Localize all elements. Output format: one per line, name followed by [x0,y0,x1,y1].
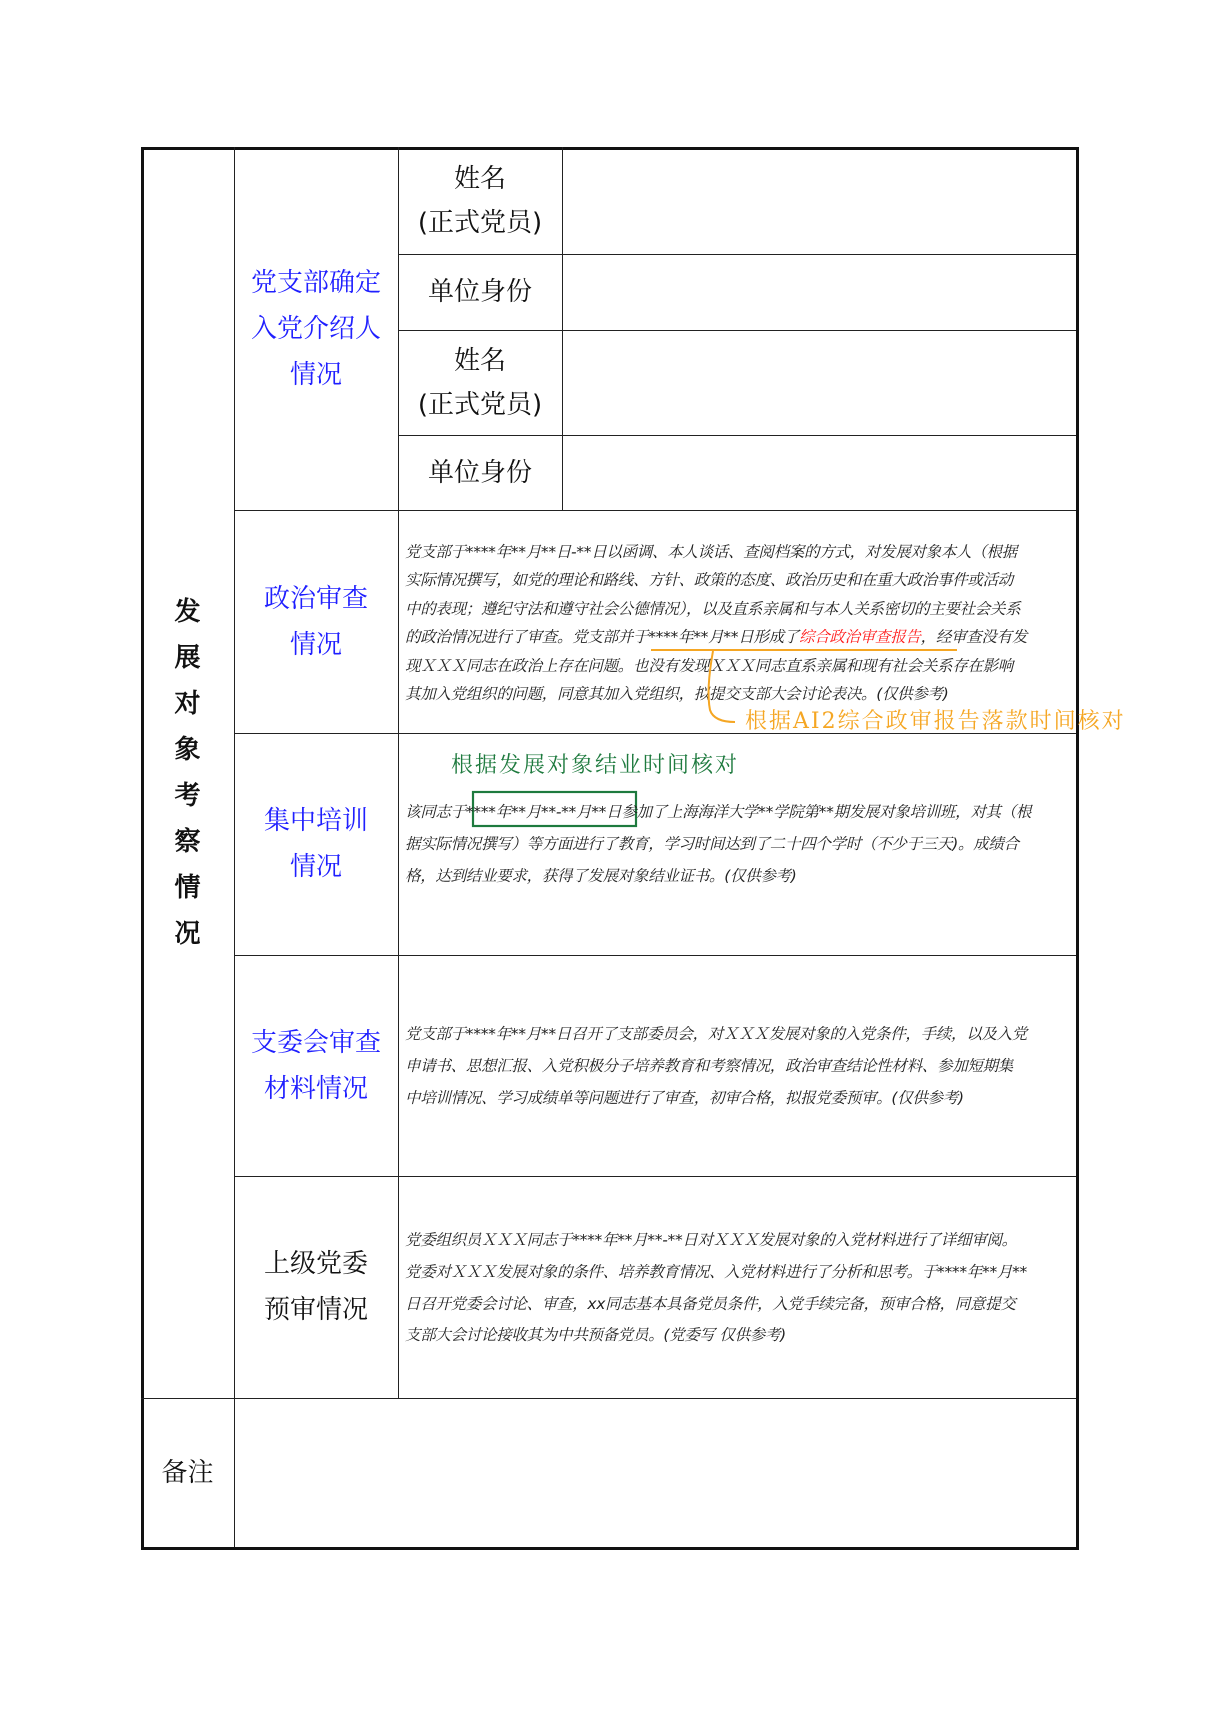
heading-char: 情 [174,872,201,903]
label-line: 情况 [289,852,342,882]
text-line: 申请书、思想汇报、入党积极分子培养教育和考察情况，政治审查结论性材料、参加短期集 [405,1057,1014,1075]
text-line: 格，达到结业要求，获得了发展对象结业证书。(仅供参考) [405,867,797,885]
text-segment: 参加了上海海洋大学**学院第**期发展对象培训班，对其（根 [621,803,1032,821]
heading-char: 象 [174,734,201,765]
label-line: 姓名 [453,163,506,194]
text-line: 日召开党委会讨论、审查，xx同志基本具备党员条件，入党手续完备，预审合格，同意提交 [405,1295,1016,1313]
unit-label-1: 单位身份 [427,277,532,307]
orange-handwritten-note: 根据AI2综合政审报告落款时间核对 [745,709,1126,734]
heading-char: 考 [174,780,201,811]
text-line: 中培训情况、学习成绩单等问题进行了审查，初审合格，拟报党委预审。(仅供参考) [405,1089,964,1107]
text-line: 实际情况撰写，如党的理论和路线、方针、政策的态度、政治历史和在重大政治事件或活动 [405,571,1014,589]
label-line: 支委会审查 [250,1027,381,1058]
text-line: 据实际情况撰写）等方面进行了教育，学习时间达到了二十四个学时（不少于三天)。成绩合 [405,835,1019,853]
text-line: 党支部于****年**月**日召开了支部委员会，对ＸＸＸ发展对象的入党条件，手续，以及入党 [405,1025,1028,1043]
label-line: (正式党员) [417,207,543,238]
highlighted-report-name: 综合政治审查报告 [799,628,921,646]
label-line: 政治审查 [263,583,368,614]
remarks-label: 备注 [161,1457,214,1488]
text-line: 现ＸＸＸ同志在政治上存在问题。也没有发现ＸＸＸ同志直系亲属和现有社会关系存在影响 [405,657,1014,675]
text-line: 中的表现；遵纪守法和遵守社会公德情况），以及直系亲属和与本人关系密切的主要社会关系 [405,600,1021,618]
pointer-curve [709,651,735,722]
heading-char: 察 [174,826,201,857]
training-label [234,733,398,955]
text-line: 党支部于****年**月**日-**日以函调、本人谈话、查阅档案的方式，对发展对象本人（根据 [405,543,1017,561]
label-line: 预审情况 [263,1295,368,1325]
label-line: 情况 [289,359,342,390]
boxed-date-range: ****年**月**-**月**日 [465,803,622,821]
text-line: 党委组织员ＸＸＸ同志于****年**月**-**日对ＸＸＸ发展对象的入党材料进行了详细审阅。 [405,1231,1017,1249]
label-line: (正式党员) [417,389,543,420]
heading-char: 对 [174,688,201,719]
label-line: 情况 [289,629,342,660]
label-line: 姓名 [453,345,506,376]
text-line: 支部大会讨论接收其为中共预备党员。(党委写 仅供参考) [405,1326,786,1344]
unit-label-2: 单位身份 [427,457,532,488]
green-handwritten-note: 根据发展对象结业时间核对 [451,753,740,778]
label-line: 上级党委 [263,1249,368,1279]
text-line: 其加入党组织的问题，同意其加入党组织，拟提交支部大会讨论表决。(仅供参考) [405,685,949,703]
label-line: 集中培训 [263,806,368,836]
text-segment: ，经审查没有发 [920,628,1028,646]
committee-review-label [234,955,398,1176]
remarks-field[interactable] [234,1398,1076,1547]
heading-char: 发 [174,596,201,627]
label-line: 材料情况 [263,1073,368,1104]
text-segment: 的政治情况进行了审查。党支部并于****年**月**日形成了 [405,628,800,646]
heading-char: 展 [174,642,201,673]
text-line: 党委对ＸＸＸ发展对象的条件、培养教育情况、入党材料进行了分析和思考。于****年**月** [405,1263,1028,1281]
heading-char: 况 [174,918,201,949]
superior-review-label [234,1176,398,1398]
text-line [405,800,1073,822]
text-segment: 该同志于 [405,803,466,821]
label-line: 党支部确定 [250,267,381,298]
label-line: 入党介绍人 [250,313,381,344]
